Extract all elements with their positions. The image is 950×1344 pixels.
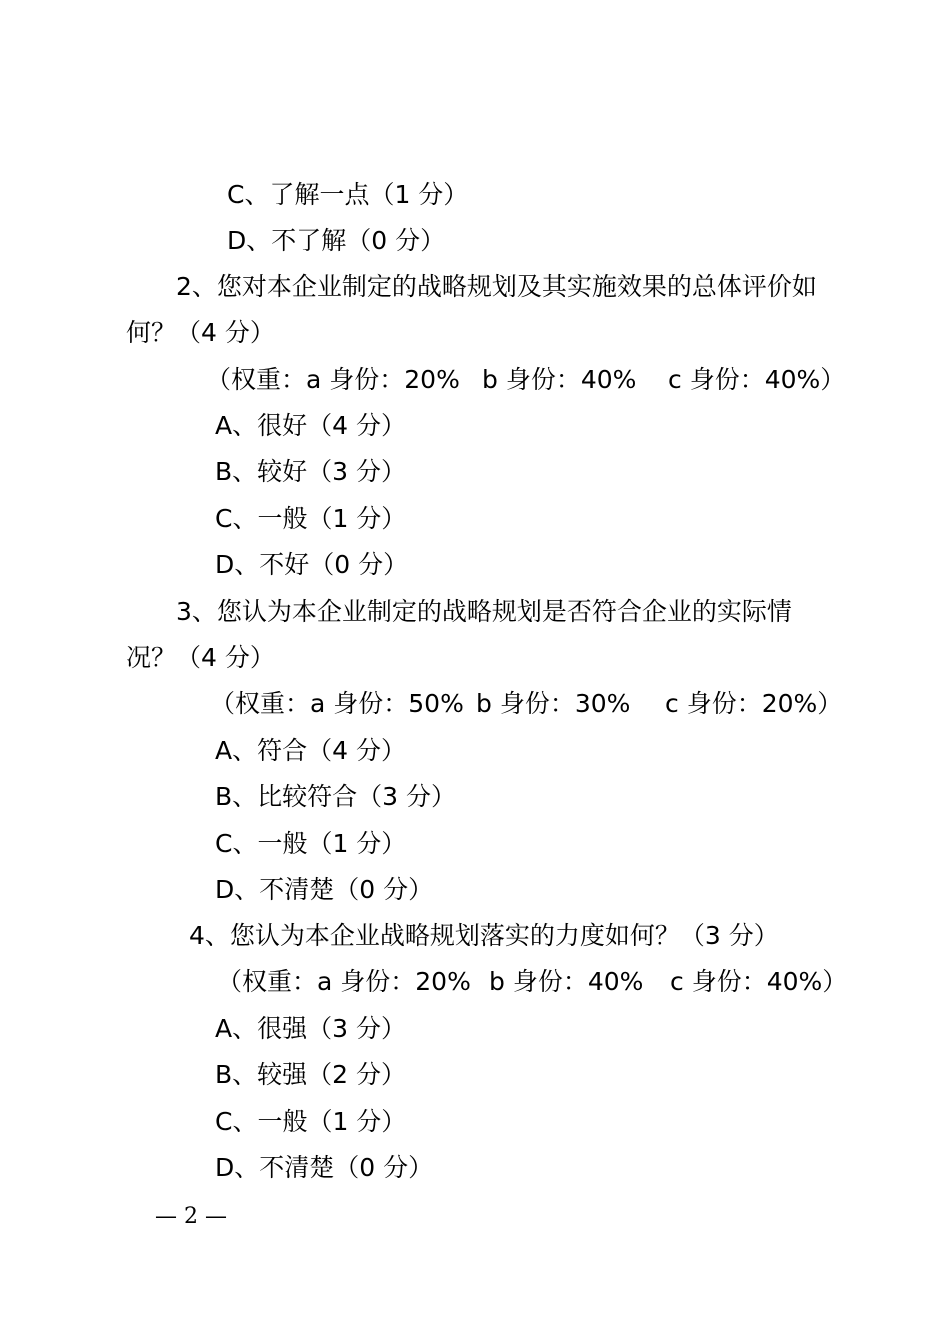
q3-option-a: A、符合（4 分） xyxy=(215,736,406,765)
q4-option-b: B、较强（2 分） xyxy=(215,1060,407,1089)
q4-option-d: D、不清楚（0 分） xyxy=(215,1153,434,1182)
q3-weight-b: b 身份：30% xyxy=(476,689,631,718)
q4-option-a: A、很强（3 分） xyxy=(215,1014,406,1043)
q2-weight-a: （权重：a 身份：20% xyxy=(206,365,460,394)
q4-option-c: C、一般（1 分） xyxy=(215,1107,407,1136)
q2-option-c: C、一般（1 分） xyxy=(215,504,407,533)
q4-weight-c: c 身份：40%） xyxy=(670,967,848,996)
q3-question-line2: 况？（4 分） xyxy=(126,643,275,672)
q1-option-d: D、不了解（0 分） xyxy=(227,226,446,255)
q2-weight-b: b 身份：40% xyxy=(482,365,637,394)
q3-weight-c: c 身份：20%） xyxy=(665,689,843,718)
q4-weight-b: b 身份：40% xyxy=(489,967,644,996)
q2-option-d: D、不好（0 分） xyxy=(215,550,409,579)
page-number: — 2 — xyxy=(155,1204,227,1229)
q2-weight-c: c 身份：40%） xyxy=(668,365,846,394)
q2-option-b: B、较好（3 分） xyxy=(215,457,407,486)
q1-option-c: C、了解一点（1 分） xyxy=(227,180,469,209)
q2-option-a: A、很好（4 分） xyxy=(215,411,406,440)
q2-question-line1: 2、您对本企业制定的战略规划及其实施效果的总体评价如 xyxy=(176,272,817,301)
q2-question-line2: 何？（4 分） xyxy=(126,318,275,347)
q3-option-b: B、比较符合（3 分） xyxy=(215,782,457,811)
q3-weight-a: （权重：a 身份：50% xyxy=(210,689,464,718)
q3-question-line1: 3、您认为本企业制定的战略规划是否符合企业的实际情 xyxy=(176,597,792,626)
q3-option-d: D、不清楚（0 分） xyxy=(215,875,434,904)
q4-question-line1: 4、您认为本企业战略规划落实的力度如何？（3 分） xyxy=(189,921,779,950)
q4-weight-a: （权重：a 身份：20% xyxy=(217,967,471,996)
q3-option-c: C、一般（1 分） xyxy=(215,829,407,858)
